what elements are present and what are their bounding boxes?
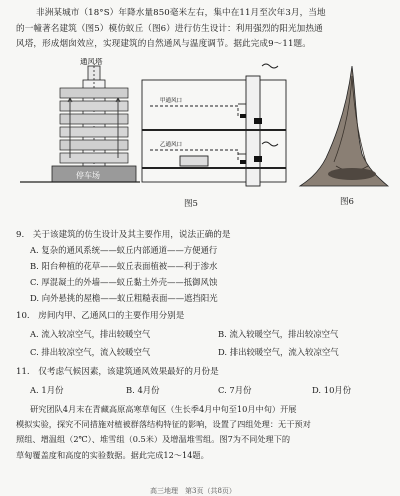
figures-area xyxy=(0,58,400,216)
q9-option-a: A. 复杂的通风系统——蚁丘内部通道——方便通行 xyxy=(30,245,218,255)
passage-12-14 xyxy=(16,402,388,463)
figure-5-caption: 图5 xyxy=(184,199,198,209)
q9-option-b: B. 阳台种植的花草——蚁丘表面植被——利于渗水 xyxy=(30,261,218,271)
q10-option-d: D. 排出较暖空气，流入较凉空气 xyxy=(218,347,339,357)
intro-line-3: 风塔，形成烟囱效应，实现建筑的自然通风与温度调节。据此完成9～11题。 xyxy=(16,39,311,49)
intro-line-1: 非洲某城市（18°S）年降水量850毫米左右，集中在11月至次年3月，当地 xyxy=(36,8,326,18)
q10-option-b: B. 流入较暖空气，排出较凉空气 xyxy=(218,329,339,339)
termite-mound-illustration xyxy=(300,66,388,186)
passage-line-2: 模拟实验，探究不同措施对植被群落结构特征的影响，设置了四组处理：无干预对 xyxy=(16,419,311,430)
q9-option-d: D. 向外悬挑的屋檐——蚁丘粗糙表面——遮挡阳光 xyxy=(30,293,218,303)
page-footer: 高三地理 第3页（共8页） xyxy=(150,487,236,495)
q11-option-d: D. 10月份 xyxy=(312,385,352,395)
q10-option-c: C. 排出较凉空气，流入较暖空气 xyxy=(30,347,151,357)
figure-5-diagram xyxy=(0,58,400,216)
passage-line-4: 草甸覆盖度和高度的实验数据。据此完成12～14题。 xyxy=(16,449,209,460)
q11-option-b: B. 4月份 xyxy=(126,385,160,395)
figure-6-caption: 图6 xyxy=(340,197,354,207)
intro-paragraph xyxy=(16,6,388,53)
question-10-stem: 10. 房间内甲、乙通风口的主要作用分别是 xyxy=(16,311,185,321)
q10-option-a: A. 流入较凉空气，排出较暖空气 xyxy=(30,329,151,339)
passage-line-1: 研究团队4月末在青藏高原高寒草甸区（生长季4月中旬至10月中旬）开展 xyxy=(30,404,297,414)
tower-label: 通风塔 xyxy=(80,58,103,66)
garage-label: 停车场 xyxy=(76,171,100,180)
callout-b: 乙通风口 xyxy=(160,142,183,148)
passage-line-3: 照组、增温组（2℃）、堆雪组（0.5米）及增温堆雪组。图7为不同处理下的 xyxy=(16,434,291,445)
q11-option-c: C. 7月份 xyxy=(218,385,252,395)
question-11-stem: 11. 仅考虑气候因素，该建筑通风效果最好的月份是 xyxy=(16,367,219,377)
q11-option-a: A. 1月份 xyxy=(30,385,64,395)
q9-option-c: C. 厚混凝土的外墙——蚁丘黏土外壳——抵御风蚀 xyxy=(30,277,218,287)
question-9-stem: 9. 关于该建筑的仿生设计及其主要作用，说法正确的是 xyxy=(16,230,231,240)
intro-line-2: 的一幢著名建筑（图5）模仿蚁丘（图6）进行仿生设计：利用强烈的阳光加热通 xyxy=(16,23,323,34)
callout-a: 甲通风口 xyxy=(160,98,183,104)
